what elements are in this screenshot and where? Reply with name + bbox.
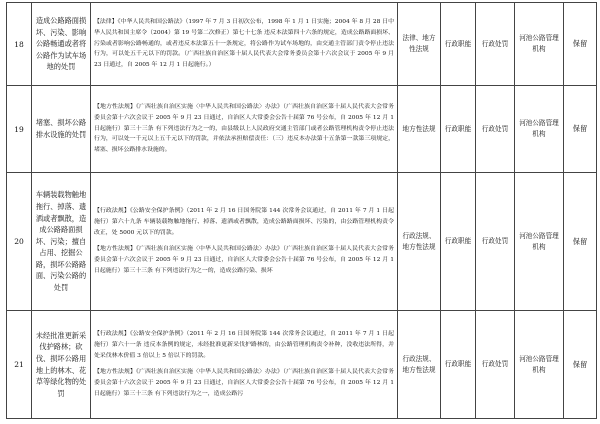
item-name: 造成公路路面损坏、污染、影响公路畅通或者将公路作为试车场地的处罚 <box>32 3 91 86</box>
item-name: 堵塞、损坏公路排水设施的处罚 <box>32 86 91 173</box>
item-name: 车辆装载物触地拖行、掉落、遗洒或者飘散，造成公路路面损坏、污染；擅自占用、挖掘公路，损坏公路路面、污染公路的处罚 <box>32 173 91 311</box>
table-row <box>7 86 597 173</box>
legal-basis <box>91 3 398 86</box>
table-row <box>7 173 597 311</box>
basis-type: 地方性法规 <box>398 86 441 173</box>
legal-basis <box>91 173 398 311</box>
row-number: 21 <box>7 311 32 419</box>
basis-type: 法律、地方性法规 <box>398 3 441 86</box>
implementing-agency: 河池公路管理机构 <box>515 3 564 86</box>
table-row <box>7 3 597 86</box>
power-nature: 行政职能 <box>441 173 476 311</box>
power-category: 行政处罚 <box>476 311 515 419</box>
legal-basis-paragraph: 【法律】《中华人民共和国公路法》（1997 年 7 月 3 日初次公布，1998 年 1 月 1 日实施；2004 年 8 月 28 日中华人民共和国主席令（2004）第 19 号第二次修正）第七十七条 违反本法第四十六条的规定，造成公路路面损坏、污染或者影响公路畅通的，或者违反本法第五十一条规定，将公路作为试车场地的，由交通主管部门责令停止违法行为，可以处五千元以下的罚款。（广西壮族自治区第十届人民代表大会常务委员会第十六次会议于 2005 年 9 月 23 日通过，自 2005 年 12 月 1 日起施行。） <box>94 18 394 69</box>
row-number: 18 <box>7 3 32 86</box>
legal-basis <box>91 311 398 419</box>
basis-type: 行政法规、地方性法规 <box>398 311 441 419</box>
legal-basis-paragraph: 【地方性法规】《广西壮族自治区实施〈中华人民共和国公路法〉办法》（广西壮族自治区第十届人民代表大会常务委员会第十六次会议于 2005 年 9 月 23 日通过，自治区人大常委会公告十届第 76 号公布，自 2005 年 12 月 1 日起施行）第三十三条 有下列违法行为之一的，由县级以上人民政府交通主管部门或者公路管理机构责令停止违法行为，可以处一千元以上五千元以下的罚款，并依法承担赔偿责任：（三）违反本办法第十五条第一款第三项规定，堵塞、损坏公路排水设施的。 <box>94 103 394 154</box>
power-category: 行政处罚 <box>476 3 515 86</box>
power-category: 行政处罚 <box>476 86 515 173</box>
implementing-agency: 河池公路管理机构 <box>515 311 564 419</box>
power-nature: 行政职能 <box>441 86 476 173</box>
implementing-agency: 河池公路管理机构 <box>515 86 564 173</box>
legal-basis-paragraph: 【行政法规】《公路安全保护条例》（2011 年 2 月 16 日国务院第 144 次常务会议通过，自 2011 年 7 月 1 日起施行）第六十九条 车辆装载物触地拖行、掉落、遗洒或者飘散，造成公路路面损坏、污染的，由公路管理机构责令改正，处 5000 元以下的罚款。 <box>94 208 394 237</box>
power-nature: 行政职能 <box>441 311 476 419</box>
legal-basis-paragraph: 【行政法规】《公路安全保护条例》（2011 年 2 月 16 日国务院第 144 次常务会议通过，自 2011 年 7 月 1 日起施行）第六十一条 违反本条例的规定，未经批准更新采伐护路林的，由公路管理机构责令补种，没收违法所得，并处采伐林木价值 3 倍以上 5 倍以下的罚款。 <box>94 331 394 360</box>
legal-basis-paragraph: 【地方性法规】《广西壮族自治区实施〈中华人民共和国公路法〉办法》（广西壮族自治区第十届人民代表大会常务委员会第十六次会议于 2005 年 9 月 23 日通过，自治区人大常委会公告十届第 76 号公布，自 2005 年 12 月 1 日起施行）第三十三条 有下列违法行为之一，造成公路污 <box>94 369 394 397</box>
legal-basis <box>91 86 398 173</box>
item-name: 未经批准更新采伐护路林；砍伐、损坏公路用地上的林木、花草等绿化物的处罚 <box>32 311 91 419</box>
legal-basis-paragraph: 【地方性法规】《广西壮族自治区实施〈中华人民共和国公路法〉办法》（广西壮族自治区第十届人民代表大会常务委员会第十六次会议于 2005 年 9 月 23 日通过，自治区人大常委会公告十届第 76 号公布，自 2005 年 12 月 1 日起施行）第三十三条 有下列违法行为之一的，造成公路污染、损坏 <box>94 246 394 274</box>
row-number: 20 <box>7 173 32 311</box>
disposition-status: 保留 <box>564 173 597 311</box>
disposition-status: 保留 <box>564 311 597 419</box>
basis-type: 行政法规、地方性法规 <box>398 173 441 311</box>
power-nature: 行政职能 <box>441 3 476 86</box>
disposition-status: 保留 <box>564 86 597 173</box>
penalty-items-table <box>6 2 597 419</box>
row-number: 19 <box>7 86 32 173</box>
power-category: 行政处罚 <box>476 173 515 311</box>
implementing-agency: 河池公路管理机构 <box>515 173 564 311</box>
table-row <box>7 311 597 419</box>
disposition-status: 保留 <box>564 3 597 86</box>
